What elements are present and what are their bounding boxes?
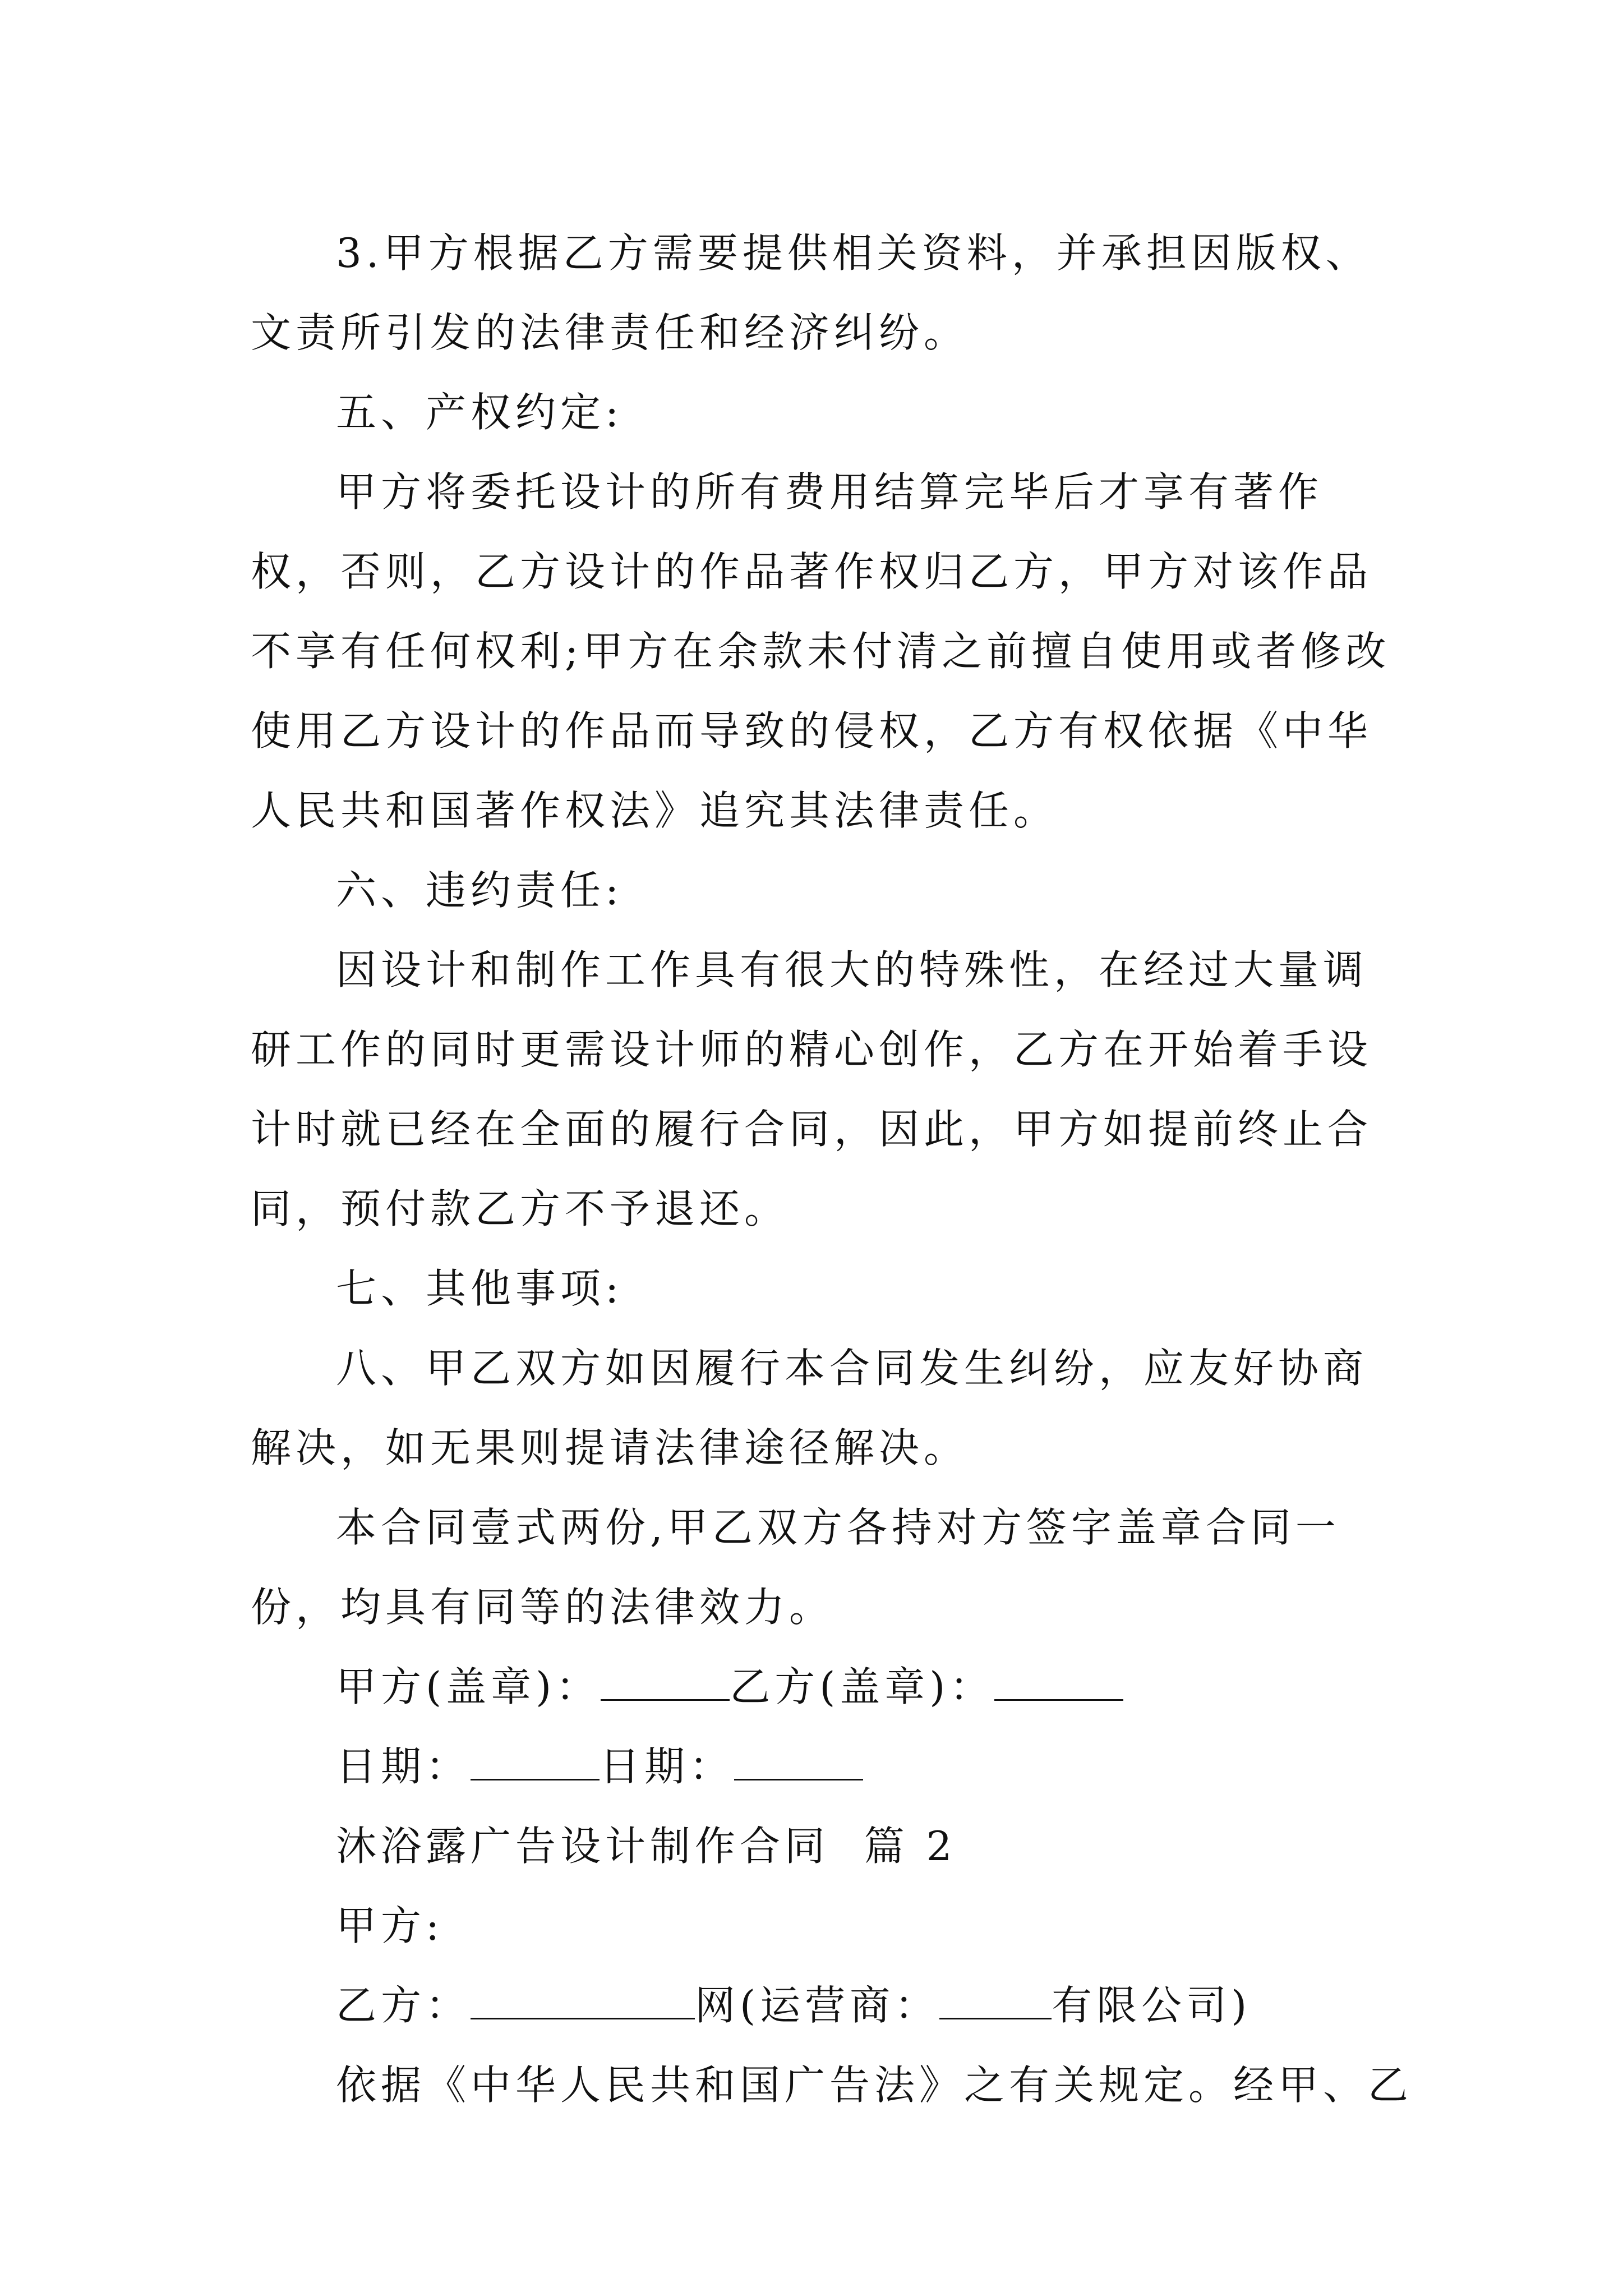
copies-paragraph: 本合同壹式两份,甲乙双方各持对方签字盖章合同一份，均具有同等的法律效力。 [251, 1504, 1340, 1631]
contract-2-party-a: 甲方: [336, 1902, 444, 1949]
breach-liability-paragraph: 因设计和制作工作具有很大的特殊性，在经过大量调研工作的同时更需设计师的精心创作，乙方在开始着手设计时就已经在全面的履行合同，因此，甲方如提前终止合同，预付款乙方不予退还。 [251, 946, 1373, 1232]
section-heading-6: 六、违约责任: [336, 867, 624, 914]
section-heading-5: 五、产权约定: [336, 389, 624, 436]
date-label-b: 日期： [600, 1743, 735, 1790]
document-page [251, 213, 1413, 2125]
company-blank [939, 1980, 1052, 2019]
date-blank-a [471, 1741, 600, 1780]
party-b-label: 乙方： [336, 1982, 471, 2029]
signature-line [251, 1647, 1395, 1727]
contract-2-title: 沐浴露广告设计制作合同 篇 2 [336, 1823, 957, 1870]
section-heading-7: 七、其他事项: [336, 1265, 624, 1312]
dispute-resolution-paragraph: 八、甲乙双方如因履行本合同发生纠纷，应友好协商解决，如无果则提请法律途径解决。 [251, 1345, 1368, 1471]
operator-label: 网(运营商： [695, 1982, 940, 2029]
company-suffix: 有限公司) [1052, 1982, 1252, 2029]
party-a-seal-blank [601, 1661, 730, 1701]
website-blank [471, 1980, 695, 2019]
party-b-seal-blank [994, 1661, 1123, 1701]
party-a-seal-label: 甲方(盖章)： [336, 1663, 601, 1710]
date-line [251, 1727, 1395, 1806]
contract-2-intro: 依据《中华人民共和国广告法》之有关规定。经甲、乙 [336, 2062, 1413, 2109]
party-b-seal-label: 乙方(盖章)： [730, 1663, 995, 1710]
date-label-a: 日期： [336, 1743, 471, 1790]
clause-4-item-3: 3.甲方根据乙方需要提供相关资料，并承担因版权、文责所引发的法律责任和经济纠纷。 [251, 229, 1371, 356]
date-blank-b [734, 1741, 863, 1780]
contract-2-party-b-line [251, 1966, 1395, 2045]
property-rights-paragraph: 甲方将委托设计的所有费用结算完毕后才享有著作权，否则，乙方设计的作品著作权归乙方，甲方对该作品不享有任何权利;甲方在余款未付清之前擅自使用或者修改使用乙方设计的作品而导致的侵权，乙方有权依据《中华人民共和国著作权法》追究其法律责任。 [251, 468, 1391, 834]
